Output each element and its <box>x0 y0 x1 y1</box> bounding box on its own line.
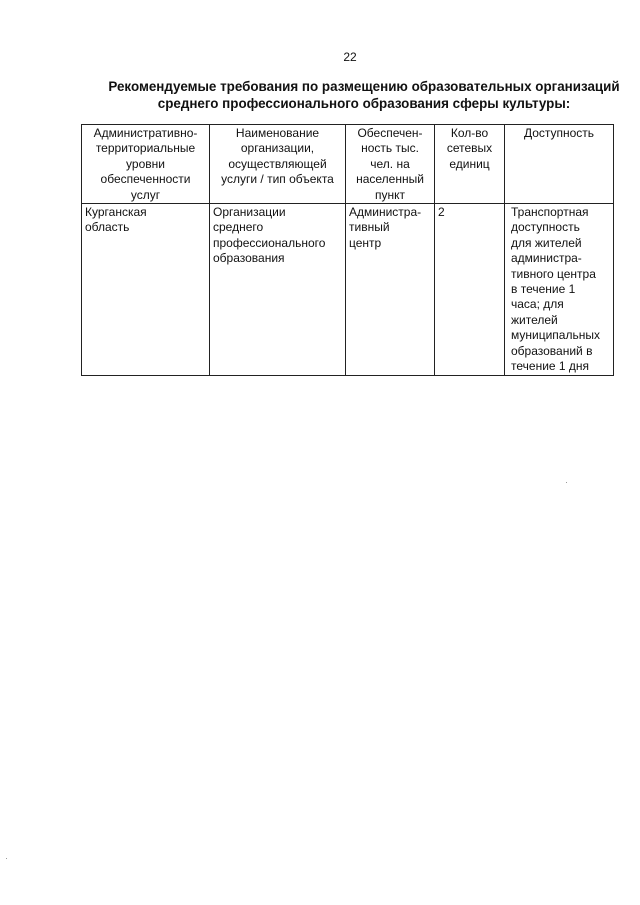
header-cell-provision: Обеспечен- ность тыс. чел. на населенный пункт <box>346 125 435 204</box>
page-number: 22 <box>343 50 357 64</box>
cell-organization: Организации среднего профессионального образования <box>210 204 346 375</box>
cell-accessibility: Транспортная доступность для жителей администра- тивного центра в течение 1 часа; для жителей муниципальных образований в течение 1 дня <box>505 204 614 375</box>
table-row <box>82 204 614 375</box>
header-cell-accessibility: Доступность <box>505 125 614 204</box>
cell-region: Курганская область <box>82 204 210 375</box>
scan-speck <box>6 858 7 859</box>
document-title-line-1: Рекомендуемые требования по размещению образовательных организаций <box>108 79 620 94</box>
table-header-row <box>82 125 614 204</box>
scan-speck <box>566 482 567 483</box>
requirements-table <box>81 124 614 376</box>
cell-network-units: 2 <box>435 204 505 375</box>
document-title <box>84 78 640 112</box>
header-cell-network-units: Кол-во сетевых единиц <box>435 125 505 204</box>
document-title-line-2: среднего профессионального образования сферы культуры: <box>157 96 571 111</box>
cell-provision: Администра- тивный центр <box>346 204 435 375</box>
header-cell-organization-name: Наименование организации, осуществляющей услуги / тип объекта <box>210 125 346 204</box>
header-cell-admin-levels: Административно- территориальные уровни обеспеченности услуг <box>82 125 210 204</box>
